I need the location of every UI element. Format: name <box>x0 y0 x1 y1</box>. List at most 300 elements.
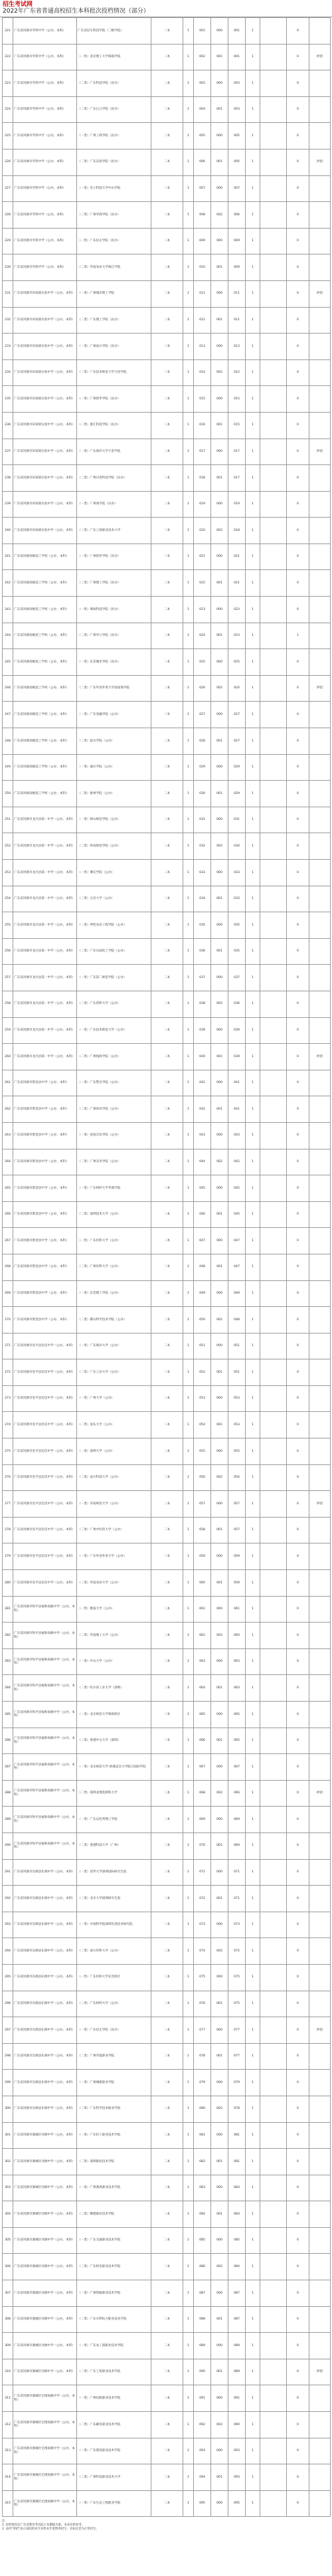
plan-count-cell: 081 <box>194 2122 211 2149</box>
institution-name-cell: （一类）广东第二师范学院（公办） <box>77 965 151 991</box>
table-row <box>3 1175 331 1202</box>
batch-cell: 二本 <box>151 1543 183 1570</box>
type-code-cell: 1 <box>183 149 194 175</box>
batch-cell: 二本 <box>151 2122 183 2149</box>
subject-cell <box>260 754 287 781</box>
institution-name-cell: 广东省民生科技学院（二级学院） <box>77 18 151 45</box>
extra-count-cell: 000 <box>211 2122 228 2149</box>
type-code-cell: 1 <box>183 1254 194 1280</box>
category-cell: 1 <box>246 2175 260 2201</box>
extra-count-cell: 001 <box>211 570 228 597</box>
status-cell <box>309 807 331 833</box>
batch-cell: 二本 <box>151 2149 183 2175</box>
subject-cell <box>260 965 287 991</box>
status-cell <box>309 2490 331 2517</box>
subject-cell <box>260 781 287 807</box>
institution-name-cell: （一类）广东交通职业技术学院 <box>77 2227 151 2254</box>
subject-cell <box>260 2438 287 2464</box>
table-row <box>3 334 331 360</box>
score-cell: 0 <box>287 2070 309 2096</box>
plan-count-cell: 059 <box>194 1543 211 1570</box>
total-count-cell: 054 <box>228 1464 246 1491</box>
score-cell: 0 <box>287 2490 309 2517</box>
school-name-cell: 广东省河源市龙川县第一中学（公办，本科） <box>13 833 77 860</box>
type-code-cell: 1 <box>183 1070 194 1096</box>
category-cell: 1 <box>246 1070 260 1096</box>
type-code-cell: 1 <box>183 412 194 439</box>
score-cell: 0 <box>287 1412 309 1438</box>
total-count-cell: 027 <box>228 728 246 755</box>
score-cell: 0 <box>287 175 309 202</box>
school-name-cell: 广东省河源市东源县东源中学（公办，本科） <box>13 2096 77 2122</box>
table-row <box>3 1491 331 1518</box>
plan-count-cell: 058 <box>194 1517 211 1543</box>
institution-name-cell: （一类）北京师范大学珠海校区 <box>77 1702 151 1728</box>
category-cell: 1 <box>246 1438 260 1465</box>
category-cell: 1 <box>246 1543 260 1570</box>
category-cell: 1 <box>246 2017 260 2044</box>
total-count-cell: 042 <box>228 1149 246 1175</box>
type-code-cell: 1 <box>183 1359 194 1386</box>
row-number-cell: 254 <box>3 886 13 912</box>
school-name-cell: 广东省河源市连平县忠信中学（公办，本科） <box>13 1359 77 1386</box>
score-cell: 0 <box>287 1333 309 1359</box>
institution-name-cell: （一类）东莞理工学院（公办） <box>77 1280 151 1307</box>
plan-count-cell: 095 <box>194 2490 211 2517</box>
subject-cell <box>260 1412 287 1438</box>
plan-count-cell: 009 <box>194 228 211 254</box>
category-cell: 1 <box>246 965 260 991</box>
subject-cell <box>260 807 287 833</box>
category-cell: 1 <box>246 833 260 860</box>
institution-name-cell: （二类）南方医科大学（公办） <box>77 1938 151 1965</box>
type-code-cell: 1 <box>183 465 194 492</box>
plan-count-cell: 043 <box>194 1122 211 1149</box>
subject-cell <box>260 1070 287 1096</box>
school-name-cell: 广东省河源高级技工学校（公办，本科） <box>13 728 77 755</box>
table-row <box>3 860 331 886</box>
category-cell: 1 <box>246 1991 260 2017</box>
total-count-cell: 012 <box>228 359 246 386</box>
school-name-cell: 广东省河源市和平县福和高级中学（公办，本科） <box>13 1596 77 1623</box>
status-cell <box>309 649 331 676</box>
score-cell: 0 <box>287 334 309 360</box>
status-cell <box>309 307 331 334</box>
row-number-cell: 233 <box>3 334 13 360</box>
institution-name-cell: （一类）北京理工大学珠海学院 <box>77 44 151 70</box>
batch-cell: 二本 <box>151 570 183 597</box>
school-name-cell: 广东省河源市华侨中学（公办，本科） <box>13 70 77 97</box>
institution-name-cell: （一类）广州工商学院（民办） <box>77 123 151 149</box>
type-code-cell: 1 <box>183 18 194 45</box>
extra-count-cell: 000 <box>211 1702 228 1728</box>
plan-count-cell: 088 <box>194 2306 211 2333</box>
table-row <box>3 1017 331 1044</box>
school-name-cell: 广东省河源市和平县福和高级中学（公办，本科） <box>13 1702 77 1728</box>
table-row <box>3 649 331 676</box>
status-cell <box>309 2149 331 2175</box>
table-row <box>3 1307 331 1334</box>
score-cell: 0 <box>287 1359 309 1386</box>
type-code-cell: 1 <box>183 123 194 149</box>
institution-name-cell: （一类）广州城市理工学院 <box>77 280 151 307</box>
subject-cell <box>260 202 287 229</box>
school-name-cell: 广东省河源市连平县忠信中学（公办，本科） <box>13 1385 77 1412</box>
score-cell: 0 <box>287 1648 309 1675</box>
institution-name-cell: （一类）广东外语外贸大学（公办） <box>77 1543 151 1570</box>
status-cell <box>309 1728 331 1754</box>
total-count-cell: 084 <box>228 2254 246 2280</box>
score-cell: 0 <box>287 2306 309 2333</box>
category-cell: 1 <box>246 1385 260 1412</box>
status-cell <box>309 465 331 492</box>
school-name-cell: 广东省河源市源城区河源中学（公办，本科） <box>13 2175 77 2201</box>
plan-count-cell: 053 <box>194 1385 211 1412</box>
batch-cell: 二本 <box>151 2280 183 2307</box>
total-count-cell: 065 <box>228 1728 246 1754</box>
school-name-cell: 广东省河源市源城区河源中学（公办，本科） <box>13 2122 77 2149</box>
extra-count-cell: 001 <box>211 1833 228 1859</box>
status-cell <box>309 1754 331 1781</box>
category-cell: 1 <box>246 149 260 175</box>
row-number-cell: 251 <box>3 807 13 833</box>
school-name-cell: 广东省河源市华侨中学（公办，本科） <box>13 44 77 70</box>
category-cell: 1 <box>246 175 260 202</box>
score-cell: 1 <box>287 623 309 649</box>
school-name-cell: 广东省河源市龙川县第一中学（公办，本科） <box>13 1017 77 1044</box>
category-cell: 1 <box>246 228 260 254</box>
subject-cell <box>260 1938 287 1965</box>
category-cell: 1 <box>246 1517 260 1543</box>
row-number-cell: 291 <box>3 1859 13 1886</box>
score-cell: 0 <box>287 1702 309 1728</box>
type-code-cell: 1 <box>183 1201 194 1228</box>
table-row <box>3 1648 331 1675</box>
table-row <box>3 386 331 413</box>
table-row <box>3 439 331 465</box>
institution-name-cell: （二类）哈尔滨工业大学（深圳） <box>77 1675 151 1702</box>
institution-name-cell: （一类）广东金融学院（公办） <box>77 702 151 728</box>
score-cell: 0 <box>287 1912 309 1938</box>
row-number-cell: 258 <box>3 991 13 1017</box>
category-cell: 1 <box>246 1964 260 1991</box>
plan-count-cell: 054 <box>194 1412 211 1438</box>
score-cell: 0 <box>287 2280 309 2307</box>
status-cell <box>309 623 331 649</box>
type-code-cell: 1 <box>183 833 194 860</box>
score-cell: 0 <box>287 2227 309 2254</box>
score-cell: 0 <box>287 1464 309 1491</box>
total-count-cell: 083 <box>228 2201 246 2228</box>
row-number-cell: 257 <box>3 965 13 991</box>
table-row <box>3 1333 331 1359</box>
batch-cell: 二本 <box>151 886 183 912</box>
type-code-cell: 1 <box>183 1886 194 1912</box>
batch-cell: 二本 <box>151 254 183 281</box>
total-count-cell: 077 <box>228 2017 246 2044</box>
plan-count-cell: 061 <box>194 1596 211 1623</box>
table-row <box>3 1596 331 1623</box>
table-row <box>3 280 331 307</box>
total-count-cell: 063 <box>228 1648 246 1675</box>
plan-count-cell: 045 <box>194 1175 211 1202</box>
batch-cell: 二本 <box>151 1307 183 1334</box>
type-code-cell: 1 <box>183 1122 194 1149</box>
institution-name-cell: （二类）北京大学深圳研究生院 <box>77 1886 151 1912</box>
type-code-cell: 1 <box>183 2438 194 2464</box>
table-row <box>3 1570 331 1597</box>
extra-count-cell: 000 <box>211 2175 228 2201</box>
row-number-cell: 304 <box>3 2201 13 2228</box>
type-code-cell: 1 <box>183 544 194 570</box>
table-row <box>3 2385 331 2412</box>
batch-cell: 二本 <box>151 1648 183 1675</box>
extra-count-cell: 000 <box>211 123 228 149</box>
row-number-cell: 241 <box>3 544 13 570</box>
extra-count-cell: 000 <box>211 1122 228 1149</box>
total-count-cell: 029 <box>228 754 246 781</box>
total-count-cell: 049 <box>228 1280 246 1307</box>
extra-count-cell: 000 <box>211 965 228 991</box>
school-name-cell: 广东省河源市和平县福和高级中学（公办，本科） <box>13 1675 77 1702</box>
subject-cell <box>260 2412 287 2438</box>
category-cell: 1 <box>246 597 260 623</box>
batch-cell: 二本 <box>151 1938 183 1965</box>
status-cell: 停招 <box>309 280 331 307</box>
plan-count-cell: 002 <box>194 44 211 70</box>
institution-name-cell: （二类）广东理工学院（民办） <box>77 307 151 334</box>
row-number-cell: 292 <box>3 1886 13 1912</box>
score-cell: 0 <box>287 2043 309 2070</box>
batch-cell: 二本 <box>151 2175 183 2201</box>
row-number-cell: 234 <box>3 359 13 386</box>
row-number-cell: 275 <box>3 1438 13 1465</box>
table-row <box>3 2017 331 2044</box>
institution-name-cell: （二类）岭南师范学院（公办） <box>77 833 151 860</box>
institution-name-cell: （二类）顺德职业技术学院 <box>77 2201 151 2228</box>
institution-name-cell: （一类）广东海洋大学（公办） <box>77 1333 151 1359</box>
table-row <box>3 2464 331 2491</box>
row-number-cell: 222 <box>3 44 13 70</box>
school-name-cell: 广东省河源市紫金县中学（公办，本科） <box>13 1096 77 1123</box>
row-number-cell: 264 <box>3 1149 13 1175</box>
subject-cell <box>260 1491 287 1518</box>
institution-name-cell: （一类）北京师范大学-香港浸会大学联合国际学院 <box>77 1754 151 1781</box>
batch-cell: 二本 <box>151 1201 183 1228</box>
total-count-cell: 015 <box>228 412 246 439</box>
table-row <box>3 149 331 175</box>
school-name-cell: 广东省河源市龙川县第一中学（公办，本科） <box>13 886 77 912</box>
type-code-cell: 1 <box>183 623 194 649</box>
status-cell <box>309 1412 331 1438</box>
subject-cell <box>260 1149 287 1175</box>
row-number-cell: 280 <box>3 1570 13 1597</box>
table-row <box>3 623 331 649</box>
row-number-cell: 270 <box>3 1307 13 1334</box>
table-row <box>3 1807 331 1833</box>
row-number-cell: 261 <box>3 1070 13 1096</box>
school-name-cell: 广东省河源市华侨中学（公办，本科） <box>13 202 77 229</box>
total-count-cell: 059 <box>228 1543 246 1570</box>
type-code-cell: 1 <box>183 702 194 728</box>
institution-name-cell: （一类）广东海洋大学寸金学院 <box>77 439 151 465</box>
batch-cell: 二本 <box>151 1122 183 1149</box>
subject-cell <box>260 1596 287 1623</box>
plan-count-cell: 083 <box>194 2175 211 2201</box>
institution-name-cell: （一类）广州软件学院（民办） <box>77 544 151 570</box>
type-code-cell: 1 <box>183 2043 194 2070</box>
row-number-cell: 221 <box>3 18 13 45</box>
subject-cell <box>260 1201 287 1228</box>
plan-count-cell: 008 <box>194 202 211 229</box>
subject-cell <box>260 1780 287 1807</box>
school-name-cell: 广东省河源市东源县东源中学（公办，本科） <box>13 1912 77 1938</box>
extra-count-cell: 000 <box>211 18 228 45</box>
institution-name-cell: （二类）广东财经大学（公办） <box>77 1991 151 2017</box>
category-cell: 1 <box>246 1886 260 1912</box>
batch-cell: 二本 <box>151 465 183 492</box>
table-row <box>3 1675 331 1702</box>
type-code-cell: 1 <box>183 2280 194 2307</box>
extra-count-cell: 001 <box>211 781 228 807</box>
institution-name-cell: （二类）广东科学技术职业学院 <box>77 2096 151 2122</box>
institution-name-cell: （二类）广东工贸职业技术学院 <box>77 2359 151 2385</box>
school-name-cell: 广东省河源市田家炳实验中学（公办，本科） <box>13 439 77 465</box>
type-code-cell: 1 <box>183 1702 194 1728</box>
footnote <box>2 2520 330 2531</box>
institution-name-cell: （二类）华南农业大学（公办） <box>77 1570 151 1597</box>
institution-name-cell: （二类）广东技术师范大学天河学院 <box>77 359 151 386</box>
plan-count-cell: 034 <box>194 886 211 912</box>
total-count-cell: 051 <box>228 1333 246 1359</box>
school-name-cell: 广东省河源市东源县东源中学（公办，本科） <box>13 1859 77 1886</box>
status-cell <box>309 2227 331 2254</box>
score-cell: 0 <box>287 439 309 465</box>
row-number-cell: 313 <box>3 2438 13 2464</box>
total-count-cell: 023 <box>228 597 246 623</box>
category-cell: 1 <box>246 1491 260 1518</box>
plan-count-cell: 026 <box>194 675 211 702</box>
score-cell: 0 <box>287 1280 309 1307</box>
subject-cell <box>260 465 287 492</box>
total-count-cell: 017 <box>228 465 246 492</box>
table-row <box>3 1859 331 1886</box>
category-cell: 1 <box>246 649 260 676</box>
total-count-cell: 087 <box>228 2306 246 2333</box>
type-code-cell: 1 <box>183 1044 194 1070</box>
extra-count-cell: 002 <box>211 675 228 702</box>
total-count-cell: 029 <box>228 781 246 807</box>
school-name-cell: 广东省河源市和平县福和高级中学（公办，本科） <box>13 1780 77 1807</box>
plan-count-cell: 072 <box>194 1886 211 1912</box>
table-row <box>3 175 331 202</box>
extra-count-cell: 000 <box>211 912 228 939</box>
plan-count-cell: 036 <box>194 938 211 965</box>
school-name-cell: 广东省河源市连平县忠信中学（公办，本科） <box>13 1333 77 1359</box>
score-cell: 0 <box>287 544 309 570</box>
batch-cell: 二本 <box>151 1833 183 1859</box>
plan-count-cell: 073 <box>194 1912 211 1938</box>
extra-count-cell: 000 <box>211 1754 228 1781</box>
type-code-cell: 1 <box>183 439 194 465</box>
row-number-cell: 299 <box>3 2070 13 2096</box>
type-code-cell: 1 <box>183 912 194 939</box>
type-code-cell: 1 <box>183 1728 194 1754</box>
table-row <box>3 1228 331 1254</box>
status-cell <box>309 1228 331 1254</box>
institution-name-cell: （二类）韶关学院（公办） <box>77 728 151 755</box>
extra-count-cell: 001 <box>211 2464 228 2491</box>
score-cell: 0 <box>287 570 309 597</box>
type-code-cell: 1 <box>183 96 194 123</box>
subject-cell <box>260 1648 287 1675</box>
score-cell: 0 <box>287 1385 309 1412</box>
category-cell: 1 <box>246 1938 260 1965</box>
school-name-cell: 广东省河源市东源县东源中学（公办，本科） <box>13 1991 77 2017</box>
total-count-cell: 047 <box>228 1228 246 1254</box>
subject-cell <box>260 1754 287 1781</box>
total-count-cell: 006 <box>228 202 246 229</box>
status-cell <box>309 544 331 570</box>
status-cell <box>309 518 331 544</box>
total-count-cell: 059 <box>228 1570 246 1597</box>
institution-name-cell: （一类）广州城建职业学院 <box>77 2070 151 2096</box>
batch-cell: 二本 <box>151 1149 183 1175</box>
school-name-cell: 广东省河源市源城区河源中学（公办，本科） <box>13 2280 77 2307</box>
type-code-cell: 1 <box>183 991 194 1017</box>
category-cell: 1 <box>246 2333 260 2359</box>
row-number-cell: 307 <box>3 2280 13 2307</box>
school-name-cell: 广东省河源市源城区宏图高级中学（公办，本科） <box>13 2438 77 2464</box>
type-code-cell: 1 <box>183 202 194 229</box>
category-cell: 1 <box>246 44 260 70</box>
category-cell: 1 <box>246 202 260 229</box>
extra-count-cell: 000 <box>211 1385 228 1412</box>
school-name-cell: 广东省河源高级技工学校（公办，本科） <box>13 597 77 623</box>
category-cell: 1 <box>246 1570 260 1597</box>
institution-name-cell: （一类）广东医科大学东莞校区 <box>77 1964 151 1991</box>
extra-count-cell: 001 <box>211 1991 228 2017</box>
extra-count-cell: 002 <box>211 1780 228 1807</box>
score-cell: 0 <box>287 2149 309 2175</box>
category-cell: 1 <box>246 439 260 465</box>
category-cell: 1 <box>246 1149 260 1175</box>
status-cell: 停招 <box>309 1491 331 1518</box>
score-cell: 0 <box>287 965 309 991</box>
extra-count-cell: 000 <box>211 1070 228 1096</box>
row-number-cell: 238 <box>3 465 13 492</box>
school-name-cell: 广东省河源市和平县福和高级中学（公办，本科） <box>13 1754 77 1781</box>
row-number-cell: 298 <box>3 2043 13 2070</box>
school-name-cell: 广东省河源高级技工学校（公办，本科） <box>13 544 77 570</box>
school-name-cell: 广东省河源高级技工学校（公办，本科） <box>13 781 77 807</box>
category-cell: 1 <box>246 2149 260 2175</box>
batch-cell: 二本 <box>151 1728 183 1754</box>
type-code-cell: 1 <box>183 1596 194 1623</box>
subject-cell <box>260 1623 287 1649</box>
school-name-cell: 广东省河源市紫金县中学（公办，本科） <box>13 1228 77 1254</box>
type-code-cell: 1 <box>183 1570 194 1597</box>
extra-count-cell: 001 <box>211 2306 228 2333</box>
table-row <box>3 702 331 728</box>
table-row <box>3 2254 331 2280</box>
school-name-cell: 广东省河源市紫金县中学（公办，本科） <box>13 1307 77 1334</box>
batch-cell: 二本 <box>151 96 183 123</box>
total-count-cell: 085 <box>228 2227 246 2254</box>
total-count-cell: 090 <box>228 2412 246 2438</box>
extra-count-cell: 002 <box>211 991 228 1017</box>
subject-cell <box>260 1833 287 1859</box>
